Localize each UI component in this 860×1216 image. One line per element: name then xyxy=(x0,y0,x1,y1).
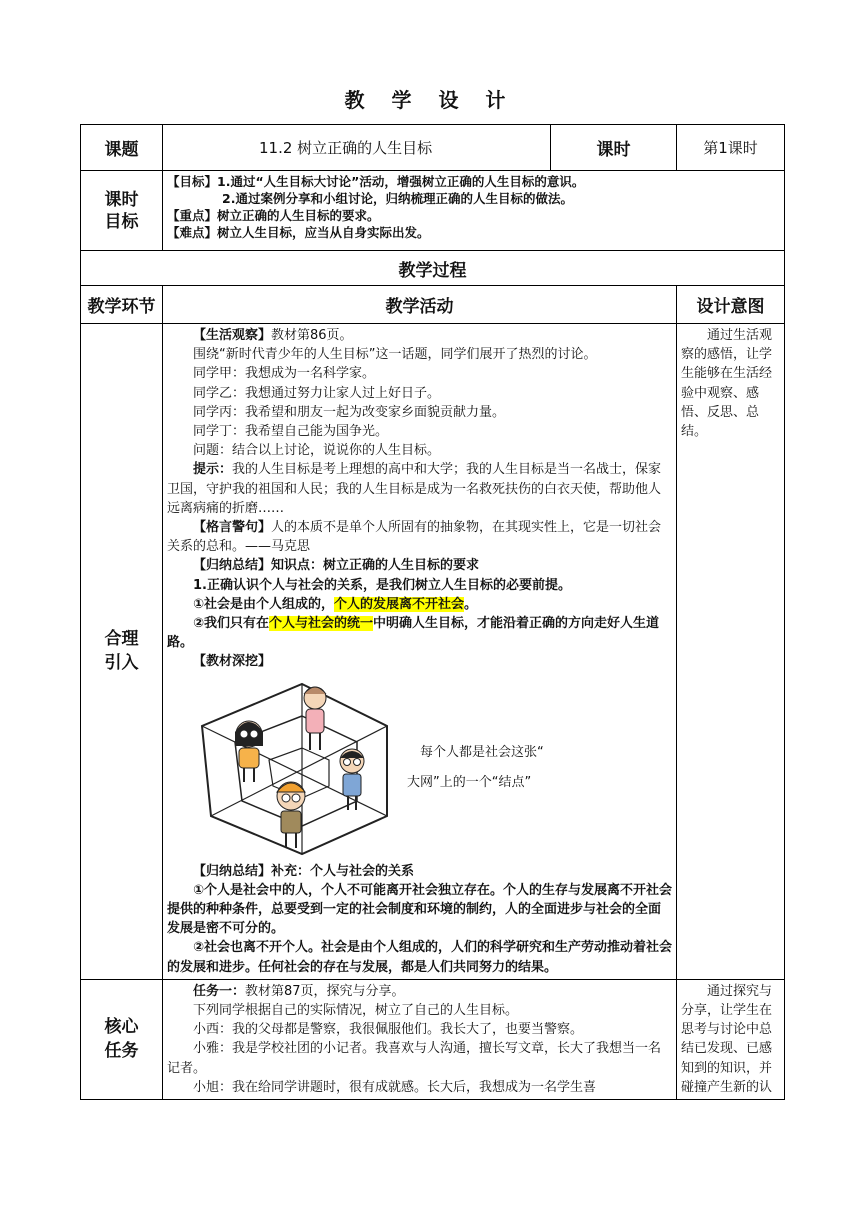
goal-line: 【难点】树立人生目标，应当从自身实际出发。 xyxy=(167,225,430,240)
process-title-row xyxy=(81,251,785,286)
hint-label: 提示： xyxy=(193,462,233,478)
summary-text: 知识点：树立正确的人生目标的要求 xyxy=(271,558,480,574)
summary-line xyxy=(167,556,672,575)
question-text: 问题：结合以上讨论，说说你的人生目标。 xyxy=(193,443,441,459)
goal-line: 【重点】树立正确的人生目标的要求。 xyxy=(167,208,380,223)
goals-label-line2: 目标 xyxy=(104,211,139,232)
topic-value: 11.2 树立正确的人生目标 xyxy=(163,125,551,171)
life-observation-line xyxy=(167,326,672,345)
core-stage-line1: 核心 xyxy=(104,1017,139,1038)
point-one: 1.正确认识个人与社会的关系，是我们树立人生目标的必要前提。 xyxy=(193,577,571,593)
goals-label xyxy=(81,171,163,251)
relation-point-2: ②社会也离不开个人。社会是由个人组成的，人们的科学研究和生产劳动推动着社会的发展和进步。任何社会的存在与发展，都是人们共同努力的结果。 xyxy=(167,940,673,975)
person-top-figure xyxy=(304,687,326,750)
student-goal: 小西：我的父母都是警察，我很佩服他们。我长大了，也要当警察。 xyxy=(193,1022,584,1038)
document-title: 教 学 设 计 xyxy=(344,88,516,112)
goals-content xyxy=(163,171,785,251)
intro-stage-line1: 合理 xyxy=(104,629,139,650)
discussion-intro: 围绕“新时代青少年的人生目标”这一话题，同学们展开了热烈的讨论。 xyxy=(193,347,597,363)
process-title: 教学过程 xyxy=(81,251,785,286)
column-stage: 教学环节 xyxy=(81,286,163,324)
social-web-figure xyxy=(167,676,672,856)
core-intent-text: 通过探究与分享，让学生在思考与讨论中总结已发现、已感知到的知识，并碰撞产生新的认 xyxy=(681,983,773,1095)
observe-text: 教材第86页。 xyxy=(271,328,353,343)
intro-stage-line2: 引入 xyxy=(104,653,139,674)
textbook-dig-tag: 【教材深挖】 xyxy=(193,654,272,670)
quote-text: 人的本质不是单个人所固有的抽象物，在其现实性上，它是一切社会关系的总和。——马克思 xyxy=(167,520,662,555)
intro-intent-text: 通过生活观察的感悟，让学生能够在生活经验中观察、感悟、反思、总结。 xyxy=(681,328,773,440)
person-bottom-figure xyxy=(277,782,305,848)
summary2-tag: 【归纳总结】 xyxy=(193,863,272,879)
core-stage xyxy=(81,979,163,1099)
student-statement: 同学丙：我希望和朋友一起为改变家乡面貌贡献力量。 xyxy=(193,404,506,420)
goal-line: 【目标】1.通过“人生目标大讨论”活动，增强树立正确的人生目标的意识。 xyxy=(167,174,585,189)
topic-row xyxy=(81,125,785,171)
period-value: 第1课时 xyxy=(677,125,785,171)
column-intent: 设计意图 xyxy=(677,286,785,324)
person-right-figure xyxy=(340,749,364,810)
task-label: 任务一： xyxy=(193,983,246,999)
relation-point-1: ①个人是社会中的人，个人不可能离开社会独立存在。个人的生存与发展离不开社会提供的种种条件，总要受到一定的社会制度和环境的制约，人的全面进步与社会的全面发展是密不可分的。 xyxy=(167,882,673,937)
quote-paragraph xyxy=(167,518,672,556)
figure-caption xyxy=(407,738,647,798)
point-one-a-post: 。 xyxy=(464,596,478,612)
point-one-a xyxy=(167,595,672,614)
core-intent xyxy=(677,979,785,1099)
lesson-plan-table xyxy=(80,124,785,1100)
goal-line: 2.通过案例分享和小组讨论，归纳梳理正确的人生目标的做法。 xyxy=(222,191,573,206)
intro-row xyxy=(81,324,785,980)
intro-stage xyxy=(81,324,163,980)
task-text: 教材第87页，探究与分享。 xyxy=(245,983,405,999)
topic-label: 课题 xyxy=(81,125,163,171)
summary2-line xyxy=(167,862,672,881)
figure-caption-line1: 每个人都是社会这张“ xyxy=(420,744,544,760)
goals-label-line1: 课时 xyxy=(104,189,139,210)
student-goal: 小旭：我在给同学讲题时，很有成就感。长大后，我想成为一名学生喜 xyxy=(193,1079,597,1095)
hint-paragraph xyxy=(167,460,672,518)
hint-text: 我的人生目标是考上理想的高中和大学；我的人生目标是当一名战士，保家卫国，守护我的祖国和人民；我的人生目标是成为一名救死扶伤的白衣天使，帮助他人远离病痛的折磨…… xyxy=(167,462,662,516)
social-web-illustration xyxy=(197,676,407,856)
highlighted-phrase: 个人的发展离不开社会 xyxy=(334,596,465,612)
intro-intent xyxy=(677,324,785,980)
intro-activity xyxy=(163,324,677,980)
period-label: 课时 xyxy=(551,125,677,171)
column-header-row xyxy=(81,286,785,324)
observe-tag: 【生活观察】 xyxy=(193,328,272,343)
student-statement: 同学甲：我想成为一名科学家。 xyxy=(193,366,376,382)
point-one-b xyxy=(167,614,672,652)
figure-caption-line2: 大网”上的一个“结点” xyxy=(407,774,532,790)
summary2-text: 补充：个人与社会的关系 xyxy=(271,863,415,879)
core-row xyxy=(81,979,785,1099)
highlighted-phrase: 个人与社会的统一 xyxy=(269,616,374,632)
point-one-b-pre: ②我们只有在 xyxy=(193,616,270,632)
student-goal: 小雅：我是学校社团的小记者。我喜欢与人沟通，擅长写文章，长大了我想当一名记者。 xyxy=(167,1041,662,1076)
core-activity xyxy=(163,979,677,1099)
core-stage-line2: 任务 xyxy=(104,1041,139,1062)
point-one-b-post: 中明确人生目标，才能沿着正确的方向走好人生道路。 xyxy=(167,616,660,651)
point-one-a-pre: ①社会是由个人组成的， xyxy=(193,596,335,612)
summary-tag: 【归纳总结】 xyxy=(193,558,272,574)
student-statement: 同学乙：我想通过努力让家人过上好日子。 xyxy=(193,385,441,401)
goals-row xyxy=(81,171,785,251)
quote-tag: 【格言警句】 xyxy=(193,520,272,536)
column-activity: 教学活动 xyxy=(163,286,677,324)
task-intro: 下列同学根据自己的实际情况，树立了自己的人生目标。 xyxy=(193,1003,519,1019)
student-statement: 同学丁：我希望自己能为国争光。 xyxy=(193,424,389,440)
task-line xyxy=(167,982,672,1001)
